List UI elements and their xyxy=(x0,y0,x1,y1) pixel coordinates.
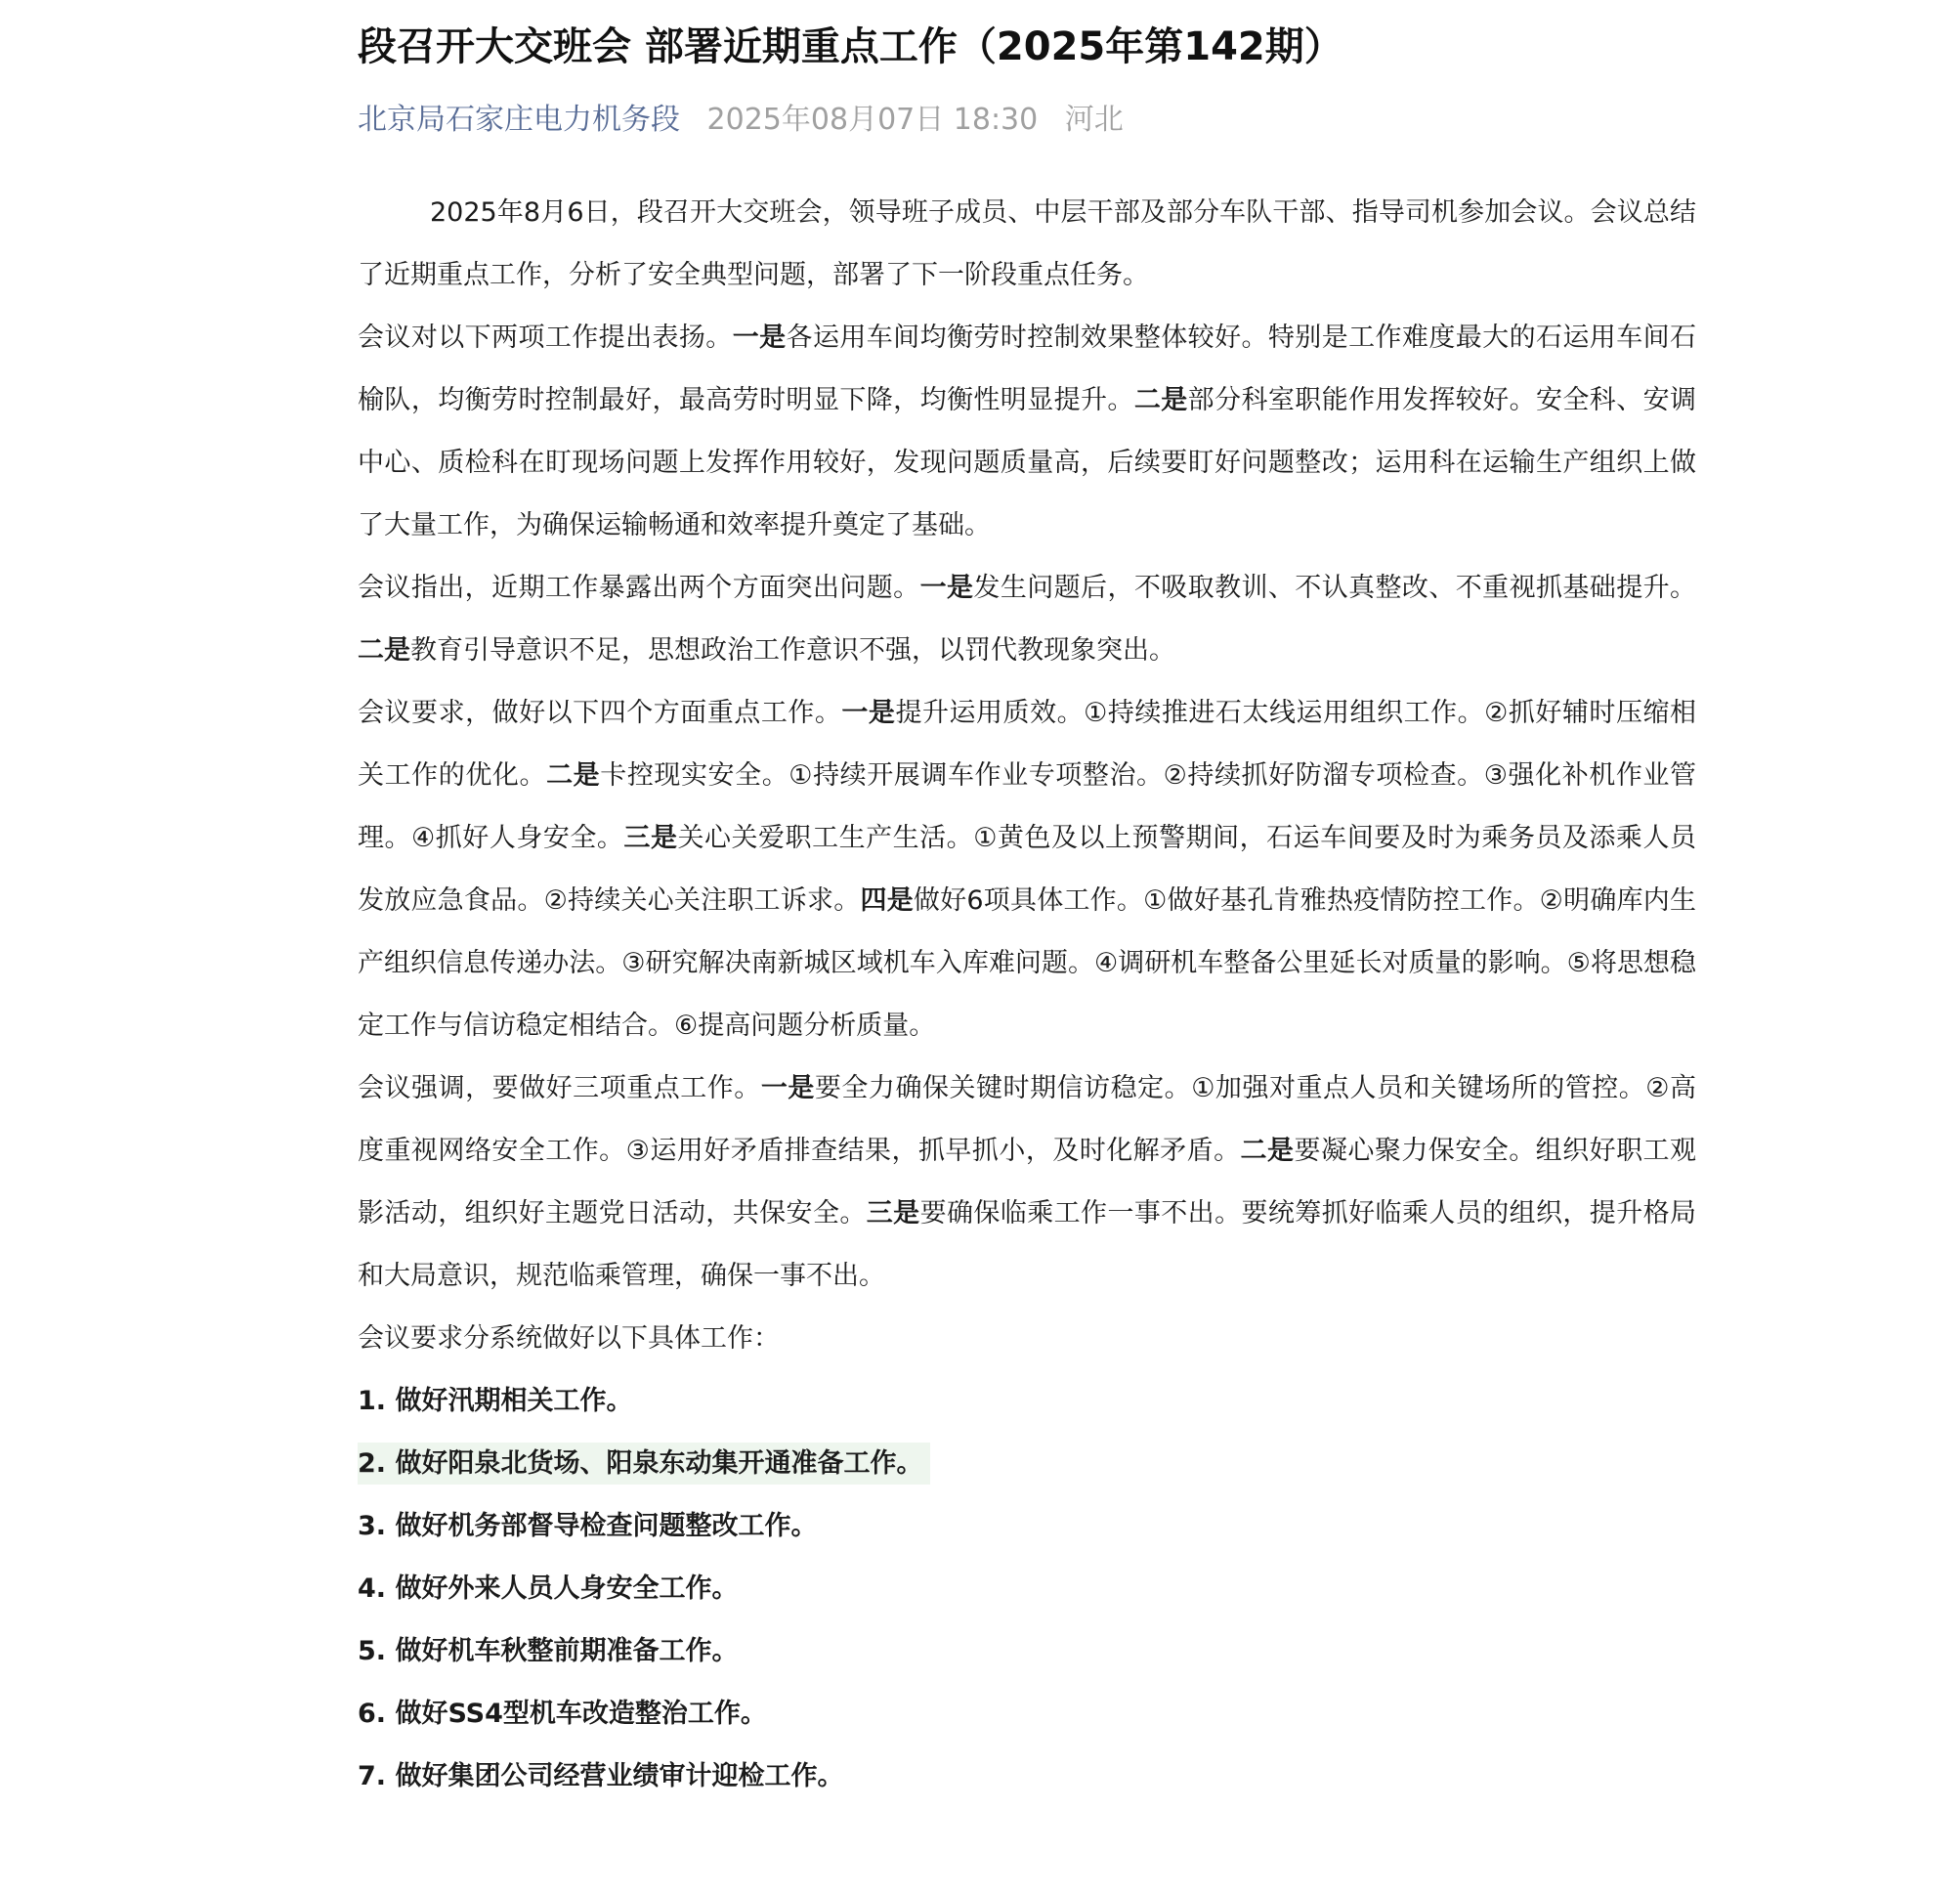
task-item: 5. 做好机车秋整前期准备工作。 xyxy=(358,1636,739,1666)
task-item: 3. 做好机务部督导检查问题整改工作。 xyxy=(358,1511,818,1541)
article-title: 段召开大交班会 部署近期重点工作（2025年第142期） xyxy=(358,24,1343,69)
author-link[interactable]: 北京局石家庄电力机务段 xyxy=(358,103,680,137)
task-item: 7. 做好集团公司经营业绩审计迎检工作。 xyxy=(358,1761,844,1791)
paragraph-problems: 会议指出，近期工作暴露出两个方面突出问题。一是发生问题后，不吸取教训、不认真整改、不重视抓基础提升。二是教育引导意识不足，思想政治工作意识不强，以罚代教现象突出。 xyxy=(358,573,1697,666)
article-meta xyxy=(358,101,1696,140)
task-item-highlighted xyxy=(358,1433,1696,1495)
article xyxy=(358,20,1696,1808)
task-item: 1. 做好汛期相关工作。 xyxy=(358,1386,633,1416)
paragraph-emphasis: 会议强调，要做好三项重点工作。一是要全力确保关键时期信访稳定。①加强对重点人员和关键场所的管控。②高度重视网络安全工作。③运用好矛盾排查结果，抓早抓小，及时化解矛盾。二是要凝心聚力保安全。组织好职工观影活动，组织好主题党日活动，共保安全。三是要确保临乘工作一事不出。要统筹抓好临乘人员的组织，提升格局和大局意识，规范临乘管理，确保一事不出。 xyxy=(358,1073,1697,1291)
article-content xyxy=(358,182,1696,1808)
paragraph-tasks-intro: 会议要求分系统做好以下具体工作： xyxy=(358,1323,780,1354)
paragraph-praise: 会议对以下两项工作提出表扬。一是各运用车间均衡劳时控制效果整体较好。特别是工作难度最大的石运用车间石榆队，均衡劳时控制最好，最高劳时明显下降，均衡性明显提升。二是部分科室职能作用发挥较好。安全科、安调中心、质检科在盯现场问题上发挥作用较好，发现问题质量高，后续要盯好问题整改；运用科在运输生产组织上做了大量工作，为确保运输畅通和效率提升奠定了基础。 xyxy=(358,323,1697,540)
publish-date: 2025年08月07日 18:30 xyxy=(706,103,1039,137)
task-item: 4. 做好外来人员人身安全工作。 xyxy=(358,1573,739,1604)
paragraph-intro: 2025年8月6日，段召开大交班会，领导班子成员、中层干部及部分车队干部、指导司机参加会议。会议总结了近期重点工作，分析了安全典型问题，部署了下一阶段重点任务。 xyxy=(358,197,1696,290)
paragraph-requirements: 会议要求，做好以下四个方面重点工作。一是提升运用质效。①持续推进石太线运用组织工作。②抓好辅时压缩相关工作的优化。二是卡控现实安全。①持续开展调车作业专项整治。②持续抓好防溜专项检查。③强化补机作业管理。④抓好人身安全。三是关心关爱职工生产生活。①黄色及以上预警期间，石运车间要及时为乘务员及添乘人员发放应急食品。②持续关心关注职工诉求。四是做好6项具体工作。①做好基孔肯雅热疫情防控工作。②明确库内生产组织信息传递办法。③研究解决南新城区域机车入库难问题。④调研机车整备公里延长对质量的影响。⑤将思想稳定工作与信访稳定相结合。⑥提高问题分析质量。 xyxy=(358,698,1697,1041)
task-highlight: 2. 做好阳泉北货场、阳泉东动集开通准备工作。 xyxy=(358,1443,930,1485)
task-item: 6. 做好SS4型机车改造整治工作。 xyxy=(358,1699,767,1729)
publish-region: 河北 xyxy=(1064,103,1124,137)
